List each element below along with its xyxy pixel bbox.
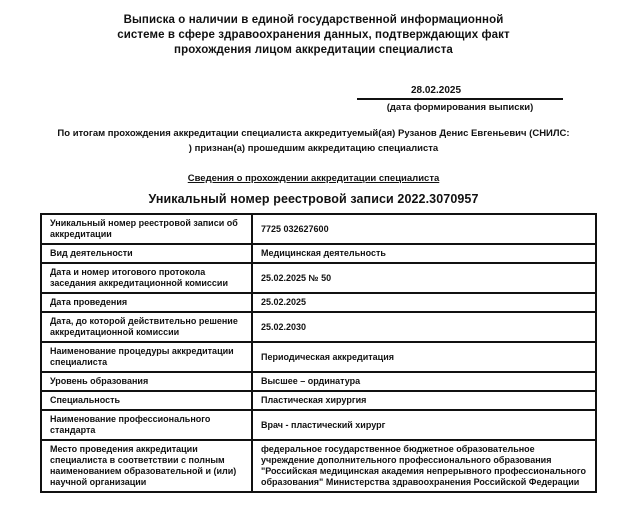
row-value: 25.02.2030 xyxy=(252,312,596,342)
row-value: Пластическая хирургия xyxy=(252,391,596,410)
document-title xyxy=(0,0,627,58)
row-label: Вид деятельности xyxy=(41,244,252,263)
row-value: Периодическая аккредитация xyxy=(252,342,596,372)
row-label: Уникальный номер реестровой записи об аккредитации xyxy=(41,214,252,244)
row-label: Место проведения аккредитации специалиста в соответствии с полным наименованием образовательной и (или) научной организации xyxy=(41,440,252,492)
table-row xyxy=(41,214,596,244)
row-label: Уровень образования xyxy=(41,372,252,391)
row-label: Дата и номер итогового протокола заседания аккредитационной комиссии xyxy=(41,263,252,293)
table-row xyxy=(41,244,596,263)
row-label: Дата, до которой действительно решение аккредитационной комиссии xyxy=(41,312,252,342)
row-value: Медицинская деятельность xyxy=(252,244,596,263)
extract-date-value: 28.02.2025 xyxy=(357,85,563,100)
row-value: федеральное государственное бюджетное образовательное учреждение дополнительного профессионального образования "Российская медицинская академия непрерывного профессионального образования" Министерства здравоохранения Российской Федерации xyxy=(252,440,596,492)
row-value: Высшее – ординатура xyxy=(252,372,596,391)
table-row xyxy=(41,372,596,391)
table-row xyxy=(41,293,596,312)
row-label: Наименование профессионального стандарта xyxy=(41,410,252,440)
row-label: Дата проведения xyxy=(41,293,252,312)
table-row xyxy=(41,410,596,440)
intro-line-2: ) признан(а) прошедшим аккредитацию специалиста xyxy=(188,142,439,154)
row-label: Наименование процедуры аккредитации специалиста xyxy=(41,342,252,372)
section-heading: Сведения о прохождении аккредитации специалиста xyxy=(187,173,440,184)
document-title-line-1: Выписка о наличии в единой государственной информационной xyxy=(123,14,504,26)
table-row xyxy=(41,440,596,492)
document-title-line-2: системе в сфере здравоохранения данных, подтверждающих факт xyxy=(117,29,510,41)
table-row xyxy=(41,391,596,410)
registry-number-line: Уникальный номер реестровой записи 2022.3070957 xyxy=(148,192,479,206)
row-value: Врач - пластический хирург xyxy=(252,410,596,440)
extract-date-block xyxy=(357,85,563,114)
extract-date-caption: (дата формирования выписки) xyxy=(386,102,534,113)
intro-paragraph xyxy=(0,127,627,156)
table-row xyxy=(41,263,596,293)
table-row xyxy=(41,312,596,342)
row-label: Специальность xyxy=(41,391,252,410)
intro-line-1: По итогам прохождения аккредитации специалиста аккредитуемый(ая) Рузанов Денис Евгеньевич (СНИЛС: xyxy=(57,128,570,139)
row-value: 25.02.2025 xyxy=(252,293,596,312)
row-value: 7725 032627600 xyxy=(252,214,596,244)
row-value: 25.02.2025 № 50 xyxy=(252,263,596,293)
accreditation-table xyxy=(40,213,597,493)
document-title-line-3: прохождения лицом аккредитации специалиста xyxy=(174,44,453,56)
table-row xyxy=(41,342,596,372)
